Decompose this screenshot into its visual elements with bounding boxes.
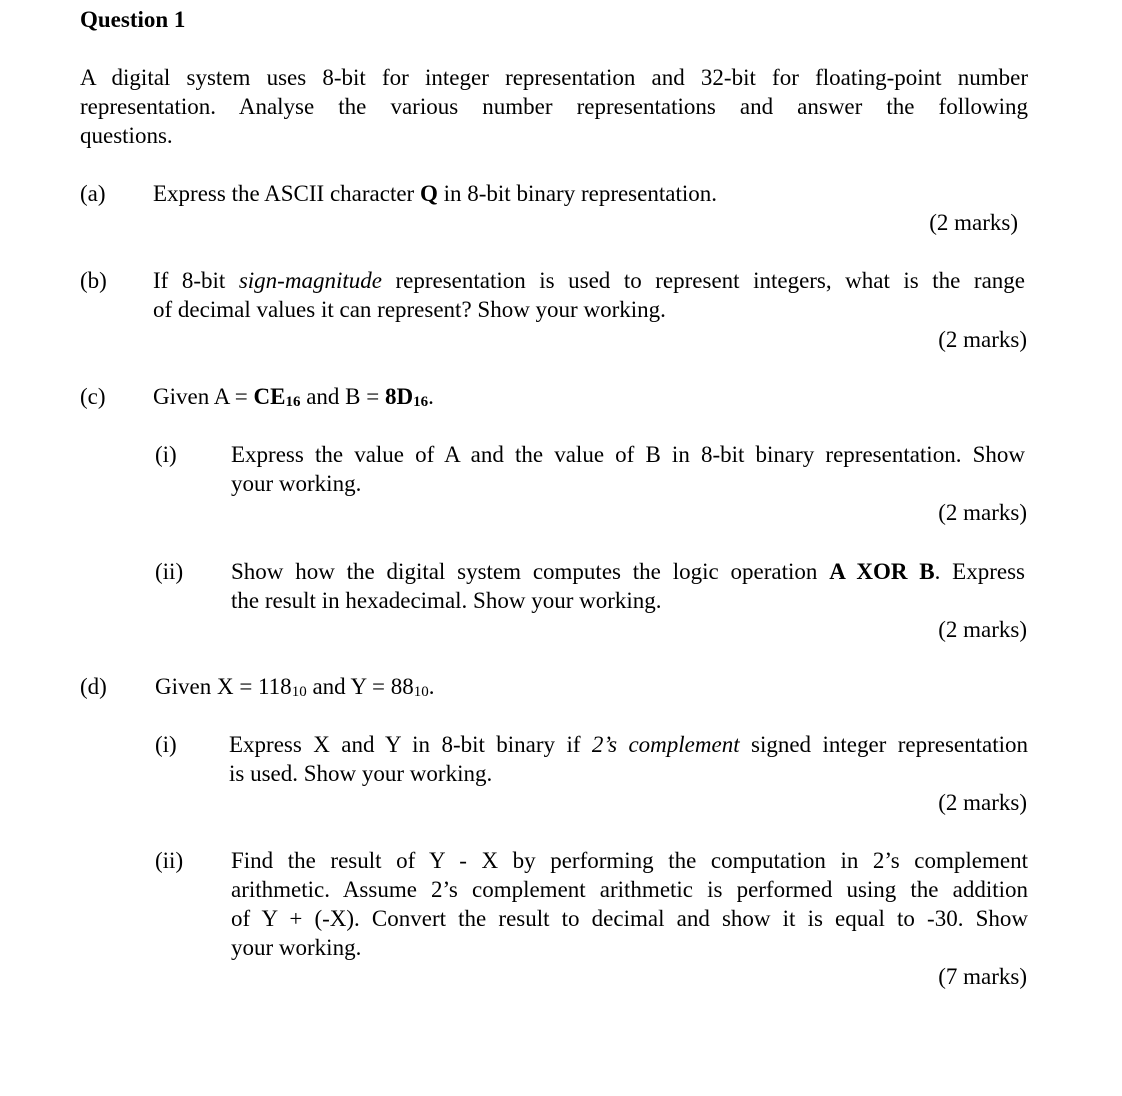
part-c-ii-marks: (2 marks) bbox=[938, 617, 1027, 642]
part-c-ii-line-1: Show how the digital system computes the logic operation A XOR B. Express bbox=[231, 559, 1025, 584]
part-b-line-2: of decimal values it can represent? Show your working. bbox=[153, 297, 666, 322]
ascii-char-q: Q bbox=[419, 181, 438, 206]
part-c-label: (c) bbox=[80, 384, 106, 409]
part-d-i-marks: (2 marks) bbox=[938, 790, 1027, 815]
intro-line-1: A digital system uses 8-bit for integer representation and 32-bit for floating-point number bbox=[80, 65, 1028, 90]
part-d-ii-label: (ii) bbox=[155, 848, 184, 873]
part-a-label: (a) bbox=[80, 181, 106, 206]
question-title: Question 1 bbox=[80, 7, 186, 32]
part-a-marks: (2 marks) bbox=[929, 210, 1018, 235]
part-c-i-label: (i) bbox=[155, 442, 177, 467]
part-d-given: Given $X = 118_{10}$ and $Y = 88_{10}$. bbox=[155, 674, 435, 700]
part-c-i-line-2: your working. bbox=[231, 471, 362, 496]
part-d-ii-line-3: of Y + (-X). Convert the result to decimal and show it is equal to -30. Show bbox=[231, 906, 1028, 931]
part-c-ii-line-2: the result in hexadecimal. Show your working. bbox=[231, 588, 662, 613]
intro-line-3: questions. bbox=[80, 123, 173, 148]
part-d-label: (d) bbox=[80, 674, 107, 699]
part-c-i-line-1: Express the value of A and the value of B in 8-bit binary representation. Show bbox=[231, 442, 1025, 467]
part-d-ii-line-4: your working. bbox=[231, 935, 362, 960]
part-d-ii-line-2: arithmetic. Assume 2’s complement arithmetic is performed using the addition bbox=[231, 877, 1028, 902]
part-b-marks: (2 marks) bbox=[938, 327, 1027, 352]
xor-operation: A XOR B bbox=[829, 559, 935, 584]
part-c-ii-label: (ii) bbox=[155, 559, 184, 584]
part-d-ii-line-1: Find the result of Y - X by performing the computation in 2’s complement bbox=[231, 848, 1028, 873]
part-c-given: Given $A = CE_{16}$ and $B = 8D_{16}$. bbox=[153, 384, 434, 410]
part-d-i-label: (i) bbox=[155, 732, 177, 757]
part-c-i-marks: (2 marks) bbox=[938, 500, 1027, 525]
part-a-text: Express the ASCII character Q in 8-bit binary representation. bbox=[153, 181, 717, 206]
part-b-line-1: If 8-bit sign-magnitude representation is used to represent integers, what is the range bbox=[153, 268, 1025, 293]
part-d-i-line-1: Express X and Y in 8-bit binary if 2’s complement signed integer representation bbox=[229, 732, 1028, 757]
part-d-i-line-2: is used. Show your working. bbox=[229, 761, 493, 786]
part-b-label: (b) bbox=[80, 268, 107, 293]
intro-line-2: representation. Analyse the various number representations and answer the following bbox=[80, 94, 1028, 119]
part-d-ii-marks: (7 marks) bbox=[938, 964, 1027, 989]
